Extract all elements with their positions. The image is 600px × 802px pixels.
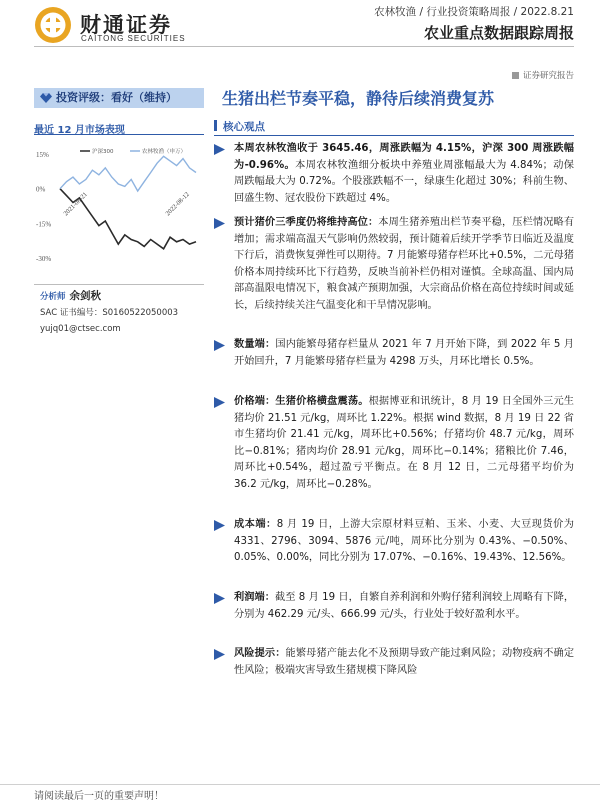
core-views-label: 核心观点 <box>223 121 265 133</box>
bullet-point <box>214 646 574 679</box>
caitong-logo-icon <box>34 6 72 44</box>
market-performance-title: 最近 12 月市场表现 <box>34 125 125 136</box>
bullet-text: 8 月 19 日，上游大宗原材料豆粕、玉米、小麦、大豆现货价为 4331、2796、3094、5876 元/吨，周环比分别为 0.43%、−0.50%、0.05%、0.00%，同比分别为 17.07%、−0.16%、19.43%、12.56%。 <box>234 519 574 564</box>
report-title: 农业重点数据跟踪周报 <box>423 24 574 42</box>
bullet-point <box>214 141 574 207</box>
analyst-sac: SAC 证书编号：S0160522050003 <box>40 308 179 318</box>
bullet-bold: 数量端： <box>234 339 276 350</box>
legend-label: 农林牧渔（申万） <box>142 149 187 155</box>
bullet-text: 国内能繁母猪存栏量从 2021 年 7 月开始下降，到 2022 年 5 月开始回升，7 月能繁母猪存栏量为 4298 万头，月环比增长 0.5%。 <box>234 339 574 367</box>
report-type <box>512 69 574 81</box>
report-type-label: 证券研究报告 <box>522 71 574 81</box>
section-bar-icon <box>214 120 217 131</box>
bullet-bold: 利润端： <box>234 592 275 603</box>
breadcrumb: 农林牧渔 / 行业投资策略周报 / 2022.8.21 <box>374 6 574 18</box>
bullet-bold: 成本端： <box>234 519 277 530</box>
analyst-divider <box>34 284 204 285</box>
bullet-text: 截至 8 月 19 日，自繁自养利润和外购仔猪利润较上周略有下降，分别为 462.29 元/头、666.99 元/头，行业处于较好盈利水平。 <box>234 592 575 620</box>
bullet-arrow-icon <box>214 593 225 604</box>
page-header <box>0 0 600 70</box>
x-tick-label: 2022-08-12 <box>164 191 191 218</box>
disclaimer-note: 请阅读最后一页的重要声明！ <box>34 791 164 802</box>
bullet-text: 本周生猪养殖出栏节奏平稳，压栏情况略有增加；需求端高温天气影响仍然较弱，预计随着后续开学季节日临近及温度下行后，消费恢复弹性可以期待。7 月能繁母猪存栏环比+0.5%，二元母猪价格本周持续环比下行趋势，反映当前补栏仍相对谨慎。全球高温、国内局部高温限电情况下，粮食减产预期加强，大宗商品价格在高位持续时间或延长，后续持续关注气温变化和干旱情况影响。 <box>234 217 575 311</box>
analyst-name: 余剑秋 <box>69 290 102 302</box>
left-divider <box>34 134 204 135</box>
bullet-arrow-icon <box>214 520 225 531</box>
page-footer <box>0 784 600 801</box>
x-tick-label: 2021-08-21 <box>62 191 89 218</box>
right-divider <box>214 135 574 136</box>
brand-name-en: CAITONG SECURITIES <box>81 34 186 43</box>
y-tick-label: 0% <box>36 185 46 194</box>
bullet-point <box>214 215 574 315</box>
analyst-block <box>40 288 178 337</box>
series-line <box>60 156 196 191</box>
brand-name-cn: 财通证券 <box>80 13 172 37</box>
header-divider <box>34 46 574 47</box>
bullet-bold: 风险提示： <box>234 648 286 659</box>
bullet-arrow-icon <box>214 340 225 351</box>
analyst-email: yujq01@ctsec.com <box>40 324 121 334</box>
square-icon <box>512 72 519 79</box>
caitong-logo <box>34 6 204 46</box>
bullet-point <box>214 517 574 567</box>
bullet-text: 能繁母猪产能去化不及预期导致产能过剩风险；动物疫病不确定性风险；极端灾害导致生猪规模下降风险 <box>234 648 575 676</box>
bullet-point <box>214 337 574 370</box>
bullet-arrow-icon <box>214 144 225 155</box>
diamond-icon <box>40 93 52 103</box>
bullet-bold: 预计猪价三季度仍将维持高位： <box>234 217 379 228</box>
bullet-text: 根据博亚和讯统计，8 月 19 日全国外三元生猪均价 21.51 元/kg，周环比 1.22%。根据 wind 数据，8 月 19 日 22 省市生猪均价 21.41 元/kg，周环比+0.56%；仔猪均价 48.7 元/kg，周环比−0.81%；猪肉均价 28.91 元/kg，周环比−0.14%；猪粮比价 7.46，周环比+0.54%，超过盈亏平衡点。在 8 月 12 日，二元母猪平均价为 36.2 元/kg，周环比−0.28%。 <box>234 396 574 490</box>
bullet-arrow-icon <box>214 218 225 229</box>
bullet-point <box>214 394 574 494</box>
bullet-arrow-icon <box>214 649 225 660</box>
report-headline: 生猪出栏节奏平稳，静待后续消费复苏 <box>222 89 495 108</box>
bullet-bold: 本周农林牧渔收于 3645.46，周涨跌幅为 4.15%，沪深 300 周涨跌幅为-0.96%。 <box>234 143 574 171</box>
bullet-point <box>214 590 574 623</box>
legend-label: 沪深300 <box>92 149 114 155</box>
investment-rating <box>34 88 204 108</box>
y-tick-label: -30% <box>36 255 52 263</box>
market-performance-chart <box>34 140 204 275</box>
core-views-title <box>214 119 265 134</box>
rating-label: 投资评级：看好（维持） <box>56 91 177 104</box>
bullet-arrow-icon <box>214 397 225 408</box>
analyst-label: 分析师 <box>40 292 66 302</box>
y-tick-label: 15% <box>36 151 49 159</box>
y-tick-label: -15% <box>36 220 52 229</box>
bullet-bold: 价格端：生猪价格横盘震荡。 <box>234 396 369 407</box>
bullet-text: 本周农林牧渔细分板块中养殖业周涨幅最大为 4.84%；动保周跌幅最大为 0.72%。个股涨跌幅不一，绿康生化超过 30%；科前生物、回盛生物、冠农股份下跌超过 4%。 <box>234 159 574 204</box>
